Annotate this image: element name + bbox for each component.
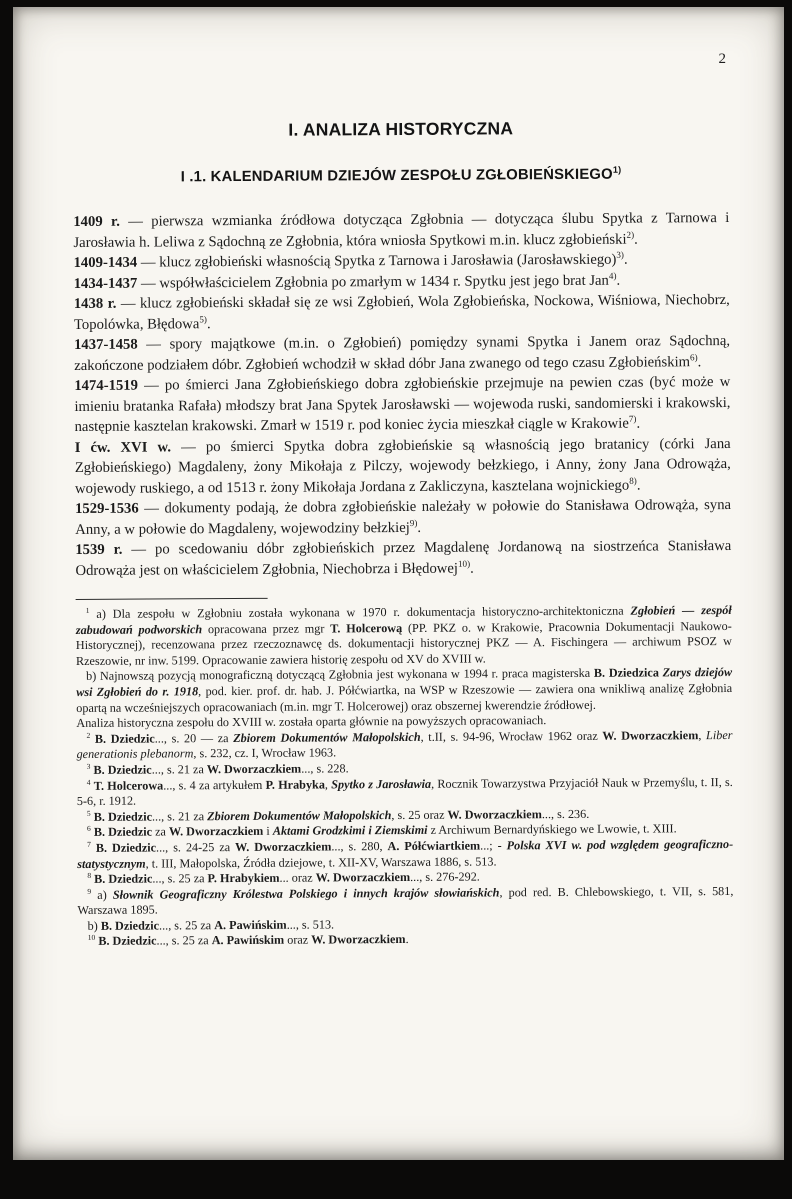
footnote-ref: 7 [87,839,91,849]
footnote-ref: 3) [616,249,624,260]
footnote-ref: 4 [86,777,91,787]
text-run: . [470,560,474,577]
text-run: Słownik Geograficzny Królestwa Polskiego i innych krajów słowiańskich [112,885,500,902]
text-run: B. Dziedzic [94,731,155,746]
scanned-document-page [13,7,784,1160]
text-run: A. Pawińskim [214,917,287,933]
footnote-ref: 6 [86,824,91,834]
text-run: W. Dworzaczkiem [168,824,264,839]
calendar-entry [75,433,731,499]
text-run: — klucz zgłobieński składał się ze wsi Zgłobień, Wola Zgłobieńska, Nockowa, Wiśniowa, Niechobrz, Topolówka, Błędowa [73,291,730,333]
text-run: W. Dworzaczkiem [235,839,332,854]
text-run: (PP. PKZ o. w Krakowie, Pracownia Dokumentacji Naukowo-Historycznej), recenzowana przez rzeczoznawcę ds. dokumentacji historycznej PKZ — A. Fischingera — archiwum PSOZ w Rzeszowie, nr inw. 5199. Opracowanie zawiera historię zespołu od XV do XVIII w. [75,618,732,668]
footnote [78,930,734,950]
text-run: W. Dworzaczkiem [311,932,406,948]
footnote [77,775,733,810]
footnote-ref: 8) [629,475,637,486]
text-run: . [636,477,641,494]
text-run: Liber generationis plebanorm [76,727,733,762]
text-run: Analiza historyczna zespołu do XVIII w. została oparta głównie na powyższych opracowaniach. [76,713,547,731]
text-run: ..., s. 228. [301,761,349,776]
text-run: za [152,824,170,839]
footnote [76,728,732,763]
text-run: Zgłobień — zespół zabudowań podworskich [75,602,732,637]
text-run: — po scedowaniu dóbr zgłobieńskich przez Magdalenę Jordanową na siostrzeńca Stanisława Odrowąża jest on właścicielem Zgłobnia, Niechobrza i Błędowej [75,537,732,579]
text-run: , [698,727,707,742]
calendar-body [73,208,731,581]
footnote [76,603,732,669]
footnote-ref: 3 [86,761,91,771]
text-run: B. Dziedzic [98,933,157,949]
text-run: 1409 r. [73,213,120,230]
text-run: , pod. kier. prof. dr. hab. J. Półćwiartka, na WSP w Rzeszowie — zawiera ona wnikliwą analizę Zgłobnia opartą na wcześniejszych opracowaniach (m.in. mgr T. Holcerowej) oraz obszernej kwerendzie źródłowej. [76,680,733,715]
text-run: ..., s. 25 za [158,918,215,933]
text-run: B. Dziedzic [93,809,153,824]
text-run: 1409-1434 [73,254,138,271]
text-run: . [206,315,211,332]
text-run: b) [87,918,101,933]
text-run: ..., s. 25 za [152,871,208,886]
calendar-entry [75,536,731,581]
text-run: W. Dworzaczkiem [206,761,302,777]
text-run: — po śmierci Spytka dobra zgłobieńskie są własnością jego bratanicy (córki Jana Zgłobieńskiego) Magdaleny, żony Mikołaja z Pilczy, wojewody bełzkiego, i Anny, żony Jana Odrowąża, wojewody ruskiego, a od 1513 r. żony Mikołaja Jordana z Zakliczyna, kasztelana wojnickiego [74,435,731,497]
text-run: B. Dziedzic [93,762,152,777]
footnote [77,884,733,919]
page-number: 2 [718,51,726,67]
text-run: oraz [284,933,312,948]
footnote-ref: 8 [87,870,92,880]
footnote-ref: 7) [628,413,637,424]
text-run: . [623,251,628,268]
text-run: A. Pawińskim [211,933,285,948]
text-run: A. Półćwiartkiem [387,838,481,853]
text-run: — współwłaścicielem Zgłobnia po zmarłym w 1434 r. Spytku jest jego brat Jan [137,272,609,292]
text-run: , [324,776,332,792]
footnote-ref: 10) [457,558,471,569]
footnote-ref: 10 [87,933,96,943]
text-run: . [417,519,422,536]
footnote [76,665,732,716]
footnote-ref: 5) [199,313,207,324]
text-run: , t. III, Małopolska, Źródła dziejowe, t. XII-XV, Warszawa 1886, s. 513. [145,853,497,871]
calendar-entry [74,290,730,335]
text-run: Zbiorem Dokumentów Małopolskich [207,807,392,823]
text-run: — pierwsza wzmianka źródłowa dotycząca Zgłobnia — dotycząca ślubu Spytka z Tarnowa i Jarosławia h. Leliwa z Sądochną ze Zgłobnia, która wniosła Spytkowi m.in. klucz zgłobieński [73,209,730,251]
text-run: . [634,231,638,248]
text-run: W. Dworzaczkiem [447,806,542,822]
text-run: opracowana przez mgr [202,621,331,636]
text-run: 1474-1519 [74,377,139,394]
text-run: B. Dziedzica [593,665,659,681]
text-run: . [697,353,702,370]
calendar-entry [74,331,730,376]
text-run: ..., s. 25 za [156,933,212,948]
text-run: W. Dworzaczkiem [602,727,699,743]
calendar-entry [73,208,729,253]
text-run: , s. 232, cz. I, Wrocław 1963. [193,745,337,761]
footnotes-section [76,603,734,950]
text-run: Polska XVI w. pod względem geograficzno-statystycznym [77,836,734,871]
footnote-ref: 1 [85,605,90,615]
text-run: T. Holcerową [330,620,403,636]
text-run: — klucz zgłobieński własnością Spytka z Tarnowa i Jarosławia (Jarosławskiego) [137,251,617,271]
text-run: P. Hrabykiem [207,870,280,886]
section-subtitle [73,166,729,186]
text-run: i [263,824,273,839]
text-run: ..., s. 21 za [151,762,207,777]
text-run: 1438 r. [73,295,117,312]
text-run: T. Holcerowa [93,777,164,793]
footnote-ref: 9) [409,517,418,528]
text-run: Zbiorem Dokumentów Małopolskich [233,729,421,745]
text-run: b) Najnowszą pozycją monograficzną dotyczącą Zgłobnia jest wykonana w 1994 r. praca magisterska [86,666,594,684]
footnote-ref: 2) [626,229,635,240]
text-run: ...; - [480,838,507,853]
footnote-ref: 5 [86,808,91,818]
footnote-separator [76,598,268,600]
text-run: P. Hrabyka [265,777,325,792]
text-run: B. Dziedzic [95,840,157,855]
text-run: ..., s. 20 — za [154,730,234,746]
text-run: a) Dla zespołu w Zgłobniu została wykonana w 1970 r. dokumentacja historyczno-architektoniczna [89,603,631,621]
text-run: — spory majątkowe (m.in. o Zgłobień) pomiędzy synami Spytka i Janem oraz Sądochną, zakończone podziałem dóbr. Zgłobień wchodził w skład dóbr Jana zwanego od tego czasu Zgłobieńskim [74,332,731,374]
calendar-entry [75,495,731,540]
text-run: ..., s. 236. [541,806,590,821]
text-run: Spytko z Jarosławia [331,776,432,791]
text-run: B. Dziedzic [93,824,153,840]
text-run: ..., s. 280, [331,838,388,854]
text-run: 1434-1437 [73,275,138,292]
text-run: 1529-1536 [75,500,139,517]
text-run: , t.II, s. 94-96, Wrocław 1962 oraz [420,728,603,744]
text-run: , pod red. B. Chlebowskiego, t. VII, s. 581, Warszawa 1895. [77,883,734,918]
text-run: z Archiwum Bernardyńskiego we Lwowie, t. XIII. [427,821,677,838]
text-run: ..., s. 513. [286,917,335,932]
text-run: ... oraz [279,870,316,885]
page-content [72,5,734,950]
text-run: ..., s. 276-292. [410,869,480,885]
text-run: I ćw. XVI w. [74,438,172,456]
text-run: W. Dworzaczkiem [315,870,411,885]
text-run: . [405,932,409,947]
text-run: 1437-1458 [74,336,138,353]
text-run: , Rocznik Towarzystwa Przyjaciół Nauk w Przemyślu, t. II, s. 5-6, r. 1912. [76,774,733,809]
subtitle-footnote-ref: 1) [612,164,622,175]
text-run: a) [91,887,113,902]
text-run: 1539 r. [75,541,123,558]
text-run: — po śmierci Jana Zgłobieńskiego dobra zgłobieńskie przejmuje na pewien czas (być może w imieniu bratanka Rafała) młodszy brat Jana Spytek Jarosławski — wojewoda ruski, sandomierski i krakowski, następnie kasztelan krakowski. Zmarł w 1519 r. pod koniec życia mieszkał ciągle w Krakowie [74,373,731,435]
text-run: B. Dziedzic [94,871,153,886]
footnote [77,837,733,872]
calendar-entry [74,372,730,438]
text-run: . [616,272,621,289]
footnote-ref: 6) [690,351,698,362]
text-run: Aktami Grodzkimi i Ziemskimi [272,823,428,839]
subtitle-text: I .1. KALENDARIUM DZIEJÓW ZESPOŁU ZGŁOBIEŃSKIEGO [180,166,613,186]
text-run: . [636,415,641,432]
section-title: I. ANALIZA HISTORYCZNA [288,118,514,140]
text-run: — dokumenty podają, że dobra zgłobieńskie należały w połowie do Stanisława Odrowąża, syna Anny, a w połowie do Magdaleny, wojewodziny bełzkiej [75,496,732,538]
text-run: ..., s. 21 za [151,808,208,824]
text-run: B. Dziedzic [100,918,160,933]
footnote-ref: 9 [87,886,92,896]
text-run: ..., s. 24-25 za [155,839,236,855]
footnote-ref: 2 [86,730,91,740]
text-run: Zarys dziejów wsi Zgłobień do r. 1918 [76,665,733,699]
text-run: , s. 25 oraz [391,807,448,822]
footnote-ref: 4) [608,270,617,281]
text-run: ..., s. 4 za artykułem [163,777,266,792]
